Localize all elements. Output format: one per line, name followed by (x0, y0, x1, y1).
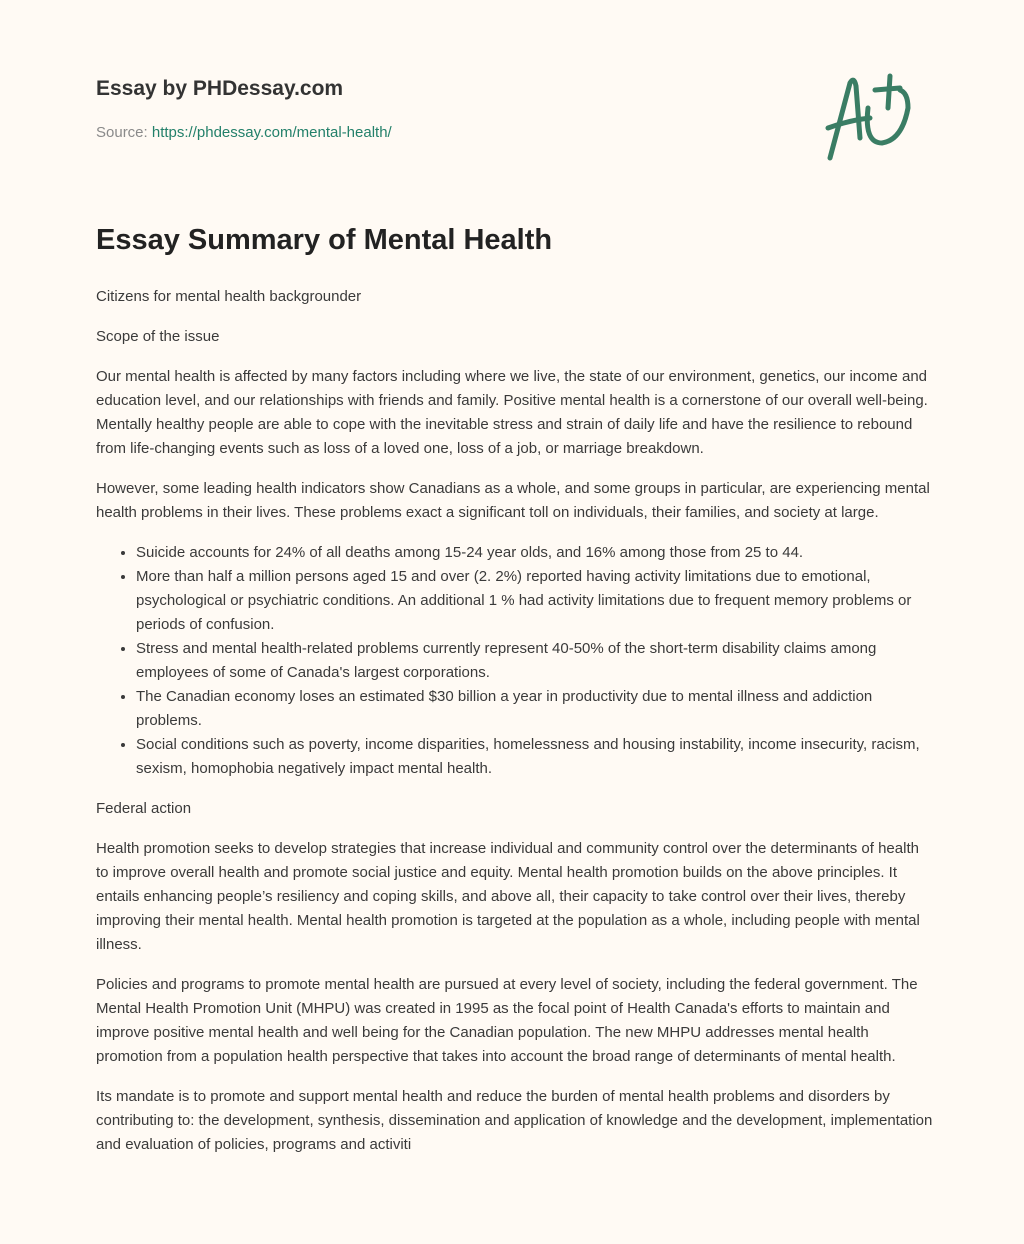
list-item: • Stress and mental health-related problems currently represent 40-50% of the short-term disability claims among employees of some of Canada's largest corporations. (136, 637, 934, 685)
paragraph: Our mental health is affected by many factors including where we live, the state of our environment, genetics, our income and education level, and our relationships with friends and family. Positive mental health is a cornerstone of our overall well-being. Mentally healthy people are able to cope with the inevitable stress and strain of daily life and have the resilience to rebound from life-changing events such as loss of a loved one, loss of a job, or marriage breakdown. (96, 368, 928, 457)
brand-title: Essay by PHDessay.com (96, 77, 344, 100)
paragraph: Policies and programs to promote mental health are pursued at every level of society, including the federal government. The Mental Health Promotion Unit (MHPU) was created in 1995 as the focal point of Health Canada's efforts to maintain and improve positive mental health and well being for the Canadian population. The new MHPU addresses mental health promotion from a population health perspective that takes into account the broad range of determinants of mental health. (96, 976, 918, 1065)
subheading: Federal action (96, 800, 192, 817)
essay-body (96, 285, 934, 1173)
subheading: Scope of the issue (96, 328, 220, 345)
a-plus-logo-icon (820, 68, 930, 168)
list-item: • Suicide accounts for 24% of all deaths among 15-24 year olds, and 16% among those from 25 to 44. (136, 541, 934, 565)
subheading: Citizens for mental health backgrounder (96, 288, 362, 305)
source-label: Source: (96, 124, 148, 141)
page-title: Essay Summary of Mental Health (96, 224, 553, 256)
list-item: • The Canadian economy loses an estimated $30 billion a year in productivity due to mental illness and addiction problems. (136, 685, 934, 733)
paragraph: Health promotion seeks to develop strategies that increase individual and community control over the determinants of health to improve overall health and promote social justice and equity. Mental health promotion builds on the above principles. It entails enhancing people’s resiliency and coping skills, and above all, their capacity to take control over their lives, thereby improving their mental health. Mental health promotion is targeted at the population as a whole, including people with mental illness. (96, 840, 920, 953)
list-item: • More than half a million persons aged 15 and over (2. 2%) reported having activity limitations due to emotional, psychological or psychiatric conditions. An additional 1 % had activity limitations due to frequent memory problems or periods of confusion. (136, 565, 934, 637)
list-item: • Social conditions such as poverty, income disparities, homelessness and housing instability, income insecurity, racism, sexism, homophobia negatively impact mental health. (136, 733, 934, 781)
source-link[interactable]: https://phdessay.com/mental-health/ (151, 124, 392, 141)
source-line (96, 124, 392, 141)
paragraph: Its mandate is to promote and support mental health and reduce the burden of mental health problems and disorders by contributing to: the development, synthesis, dissemination and application of knowledge and the development, implementation and evaluation of policies, programs and activiti (96, 1088, 933, 1153)
statistics-list (96, 541, 934, 781)
paragraph: However, some leading health indicators show Canadians as a whole, and some groups in particular, are experiencing mental health problems in their lives. These problems exact a significant toll on individuals, their families, and society at large. (96, 480, 930, 521)
